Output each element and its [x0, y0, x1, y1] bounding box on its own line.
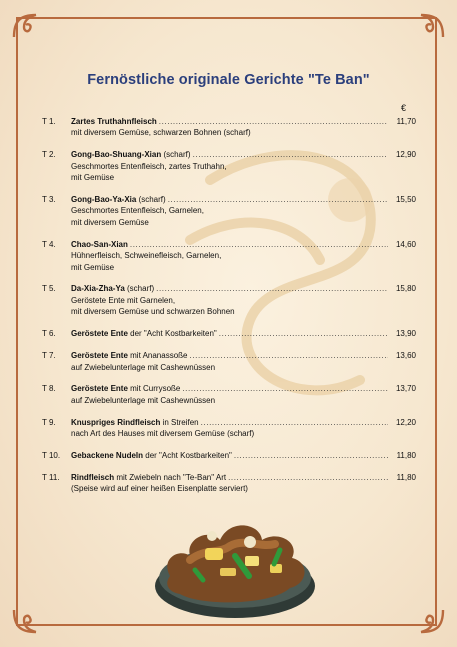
item-code: T 11.	[42, 472, 60, 482]
item-title	[71, 450, 232, 461]
item-description: Geröstete Ente mit Garnelen,	[71, 295, 176, 305]
item-description: (Speise wird auf einer heißen Eisenplatte serviert)	[71, 484, 248, 494]
item-code: T 9.	[42, 417, 56, 427]
item-code: T 3.	[42, 195, 56, 205]
item-code: T 8.	[42, 384, 56, 394]
item-code: T 10.	[42, 451, 61, 461]
item-title	[71, 383, 180, 394]
dot-leader	[219, 328, 388, 339]
item-suffix: (scharf)	[136, 195, 166, 205]
item-suffix: der "Acht Kostbarkeiten"	[143, 451, 232, 461]
item-line	[71, 283, 416, 294]
item-suffix: der "Acht Kostbarkeiten"	[127, 329, 217, 339]
item-name: Gebackene Nudeln	[71, 451, 144, 461]
item-code: T 7.	[42, 351, 56, 361]
item-line	[71, 149, 416, 160]
item-suffix: (scharf)	[161, 150, 191, 160]
item-line	[71, 194, 416, 205]
item-line	[71, 472, 416, 483]
item-price: 15,80	[395, 284, 416, 294]
item-name: Gong-Bao-Shuang-Xian	[71, 150, 162, 160]
item-suffix: mit Zwiebeln nach "Te-Ban" Art	[114, 472, 227, 482]
item-description: mit Gemüse	[71, 173, 115, 183]
item-description: mit diversem Gemüse und schwarzen Bohnen	[71, 307, 235, 317]
item-description: Geschmortes Entenfleisch, zartes Truthahn,	[71, 161, 227, 171]
menu-item	[38, 239, 416, 273]
item-name: Rindfleisch	[71, 472, 115, 482]
corner-ornament-icon	[10, 11, 40, 41]
menu-item	[38, 472, 416, 495]
dish-photo	[150, 498, 320, 623]
dot-leader	[182, 383, 388, 394]
item-price: 13,90	[395, 329, 416, 339]
menu-item	[38, 116, 416, 139]
item-code: T 1.	[42, 117, 56, 126]
item-suffix: in Streifen	[160, 417, 199, 427]
item-title	[71, 350, 188, 361]
item-description: auf Zwiebelunterlage mit Cashewnüssen	[71, 362, 216, 372]
menu-item	[38, 149, 416, 183]
menu-item	[38, 350, 416, 373]
dot-leader	[201, 417, 388, 428]
item-description: mit diversem Gemüse	[71, 217, 149, 227]
menu-list	[38, 116, 416, 505]
item-price: 13,70	[395, 384, 416, 394]
menu-item	[38, 417, 416, 440]
dot-leader	[193, 149, 388, 160]
dot-leader	[159, 116, 388, 127]
item-title	[71, 472, 226, 483]
item-line	[71, 116, 416, 127]
item-suffix: (scharf)	[124, 284, 155, 294]
menu-item	[38, 450, 416, 461]
item-title	[71, 417, 199, 428]
item-code: T 4.	[42, 239, 56, 249]
item-title	[71, 149, 191, 160]
item-line	[71, 450, 416, 461]
item-price: 12,20	[395, 417, 416, 427]
corner-ornament-icon	[417, 606, 447, 636]
item-name: Geröstete Ente	[71, 351, 128, 361]
item-code: T 6.	[42, 329, 56, 339]
item-title	[71, 328, 217, 339]
item-name: Chao-San-Xian	[71, 239, 128, 249]
page-title: Fernöstliche originale Gerichte "Te Ban"	[87, 72, 370, 88]
item-name: Zartes Truthahnfleisch	[71, 117, 157, 126]
menu-item	[38, 194, 416, 228]
item-price: 11,80	[396, 472, 416, 482]
item-name: Knuspriges Rindfleisch	[71, 417, 161, 427]
item-title	[71, 116, 157, 127]
menu-item	[38, 328, 416, 339]
item-price: 13,60	[395, 351, 416, 361]
item-code: T 2.	[42, 150, 56, 160]
item-line	[71, 383, 416, 394]
item-line	[71, 417, 416, 428]
item-price: 11,70	[396, 117, 416, 126]
item-price: 15,50	[395, 195, 416, 205]
dot-leader	[228, 472, 388, 483]
item-description: nach Art des Hauses mit diversem Gemüse (scharf)	[71, 429, 255, 439]
item-line	[71, 328, 416, 339]
item-description: Hühnerfleisch, Schweinefleisch, Garnelen,	[71, 251, 222, 261]
corner-ornament-icon	[417, 11, 447, 41]
dot-leader	[190, 350, 389, 361]
item-name: Geröstete Ente	[71, 329, 128, 339]
item-title	[71, 283, 154, 294]
item-name: Geröstete Ente	[71, 384, 128, 394]
item-price: 11,80	[396, 451, 416, 461]
item-line	[71, 239, 416, 250]
item-suffix: mit Ananassoße	[127, 351, 188, 361]
item-title	[71, 194, 166, 205]
currency-symbol: €	[401, 103, 407, 113]
dot-leader	[130, 239, 388, 250]
dot-leader	[234, 450, 388, 461]
menu-item	[38, 383, 416, 406]
item-description: mit diversem Gemüse, schwarzen Bohnen (scharf)	[71, 128, 251, 138]
item-description: auf Zwiebelunterlage mit Cashewnüssen	[71, 395, 216, 405]
item-price: 12,90	[395, 150, 416, 160]
item-suffix: mit Currysoße	[127, 384, 181, 394]
item-code: T 5.	[42, 284, 56, 294]
item-line	[71, 350, 416, 361]
menu-item	[38, 283, 416, 317]
corner-ornament-icon	[10, 606, 40, 636]
item-description: mit Gemüse	[71, 262, 115, 272]
dot-leader	[168, 194, 388, 205]
item-title	[71, 239, 128, 250]
dot-leader	[156, 283, 388, 294]
item-name: Da-Xia-Zha-Ya	[71, 284, 125, 294]
item-name: Gong-Bao-Ya-Xia	[71, 195, 137, 205]
item-description: Geschmortes Entenfleisch, Garnelen,	[71, 206, 204, 216]
item-price: 14,60	[395, 239, 416, 249]
